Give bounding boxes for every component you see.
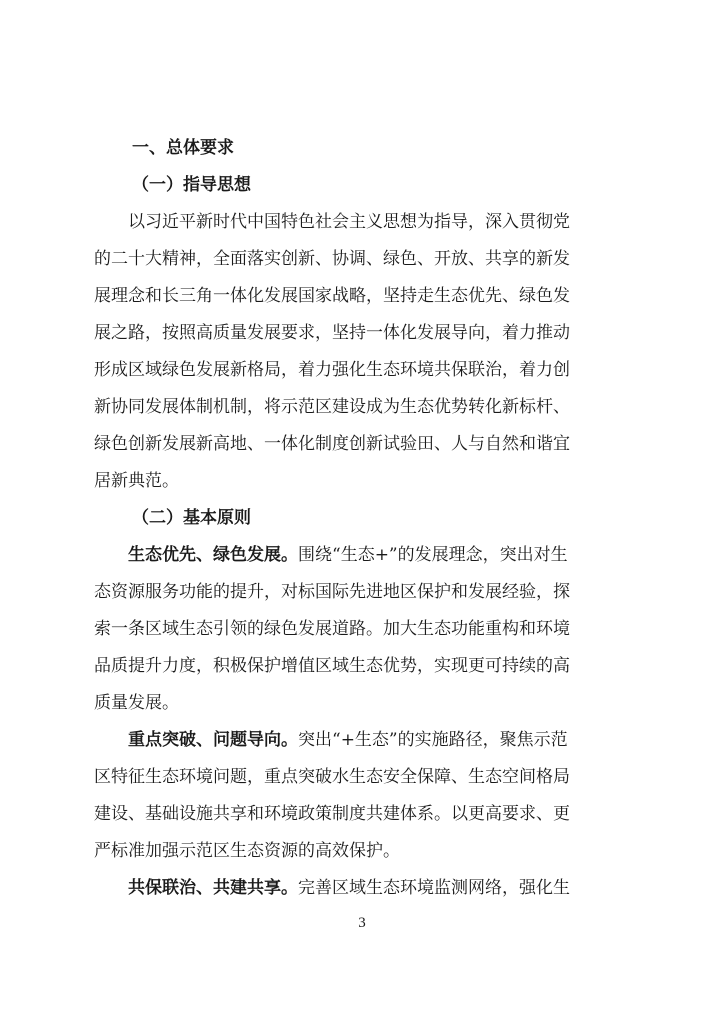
section-title: 一、总体要求 [132,138,234,158]
paragraph-line: 区特征生态环境问题，重点突破水生态安全保障、生态空间格局 [94,767,570,787]
paragraph-line [94,722,632,759]
principle-text: 围绕“生态+”的发展理念，突出对生 [298,545,568,565]
principle-key-breakthrough-paragraph [94,722,632,870]
paragraph-line: 建设、基础设施共享和环境政策制度共建体系。以更高要求、更 [94,804,570,824]
principle-lead: 生态优先、绿色发展。 [128,545,298,565]
paragraph-line: 以习近平新时代中国特色社会主义思想为指导，深入贯彻党 [128,212,570,232]
subsection-title-basic-principles: （二）基本原则 [132,508,251,528]
paragraph-line [94,870,632,907]
document-body [94,130,632,907]
page-number: 3 [358,915,366,931]
paragraph-line [94,537,632,574]
paragraph-line: 品质提升力度，积极保护增值区域生态优势，实现更可持续的高 [94,656,570,676]
paragraph-line: 质量发展。 [94,693,179,713]
paragraph-line: 新协同发展体制机制，将示范区建设成为生态优势转化新标杆、 [94,397,570,417]
paragraph-line: 态资源服务功能的提升，对标国际先进地区保护和发展经验，探 [94,582,570,602]
paragraph-line: 索一条区域生态引领的绿色发展道路。加大生态功能重构和环境 [94,619,570,639]
principle-ecology-first-paragraph [94,537,632,722]
paragraph-line: 居新典范。 [94,471,179,491]
guiding-ideology-paragraph [94,204,632,500]
paragraph-line: 形成区域绿色发展新格局，着力强化生态环境共保联治，着力创 [94,360,570,380]
principle-joint-protection-paragraph [94,870,632,907]
paragraph-line: 绿色创新发展新高地、一体化制度创新试验田、人与自然和谐宜 [94,434,570,454]
principle-lead: 重点突破、问题导向。 [128,730,298,750]
paragraph-line: 展之路，按照高质量发展要求，坚持一体化发展导向，着力推动 [94,323,570,343]
paragraph-line: 的二十大精神，全面落实创新、协调、绿色、开放、共享的新发 [94,249,570,269]
subsection-title-guiding-ideology: （一）指导思想 [132,175,251,195]
paragraph-line: 展理念和长三角一体化发展国家战略，坚持走生态优先、绿色发 [94,286,570,306]
paragraph-line: 严标准加强示范区生态资源的高效保护。 [94,841,400,861]
principle-text: 完善区域生态环境监测网络，强化生 [298,878,570,898]
principle-lead: 共保联治、共建共享。 [128,878,298,898]
principle-text: 突出“+生态”的实施路径，聚焦示范 [298,730,568,750]
